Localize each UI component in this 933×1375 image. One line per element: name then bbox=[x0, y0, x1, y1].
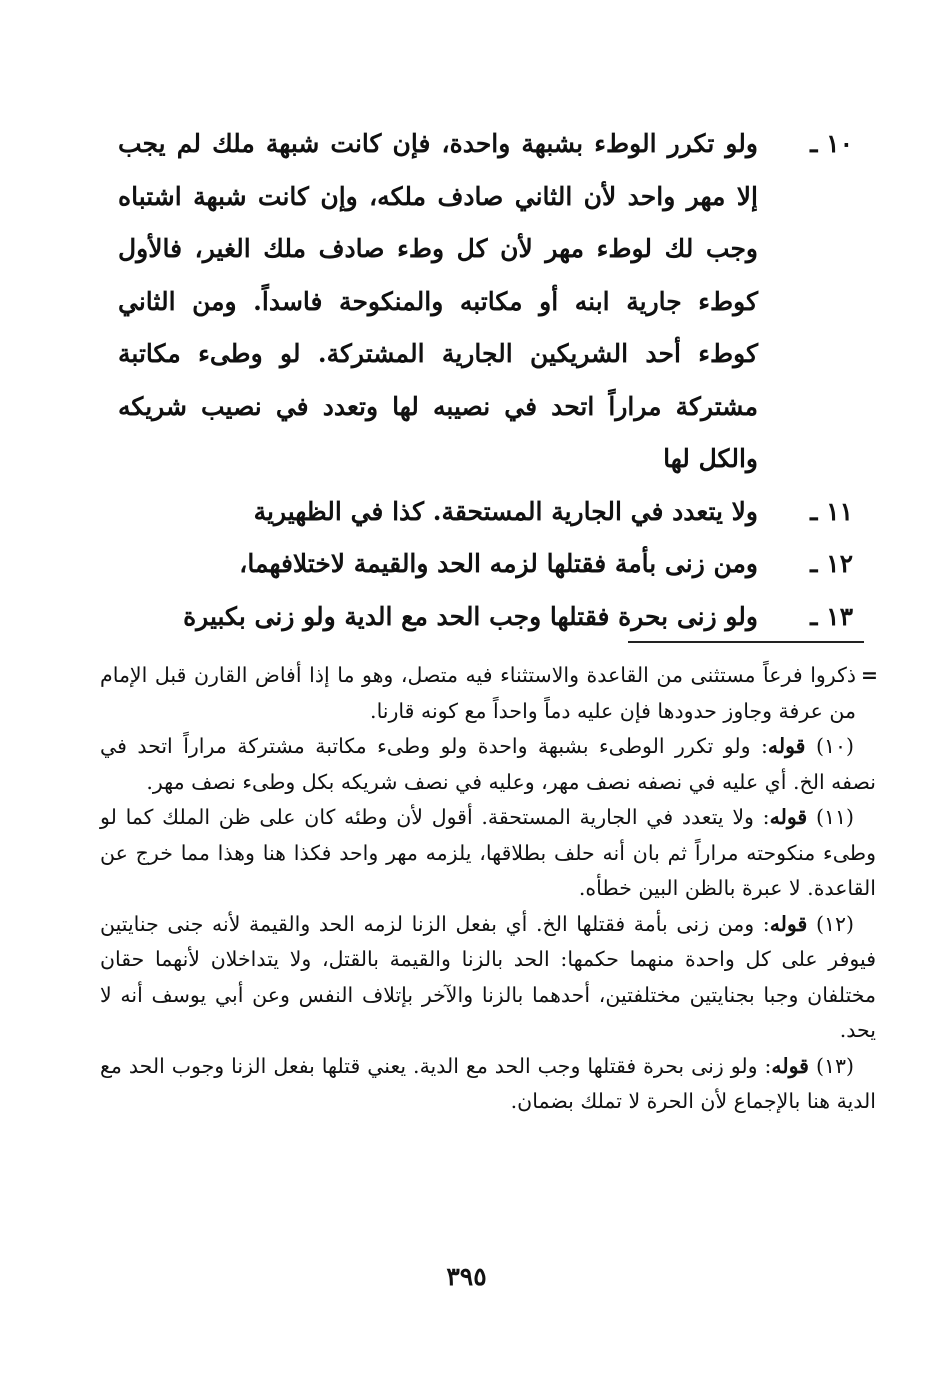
entry-number: ١٠ ـ bbox=[810, 129, 853, 158]
entry-text: ولو زنى بحرة فقتلها وجب الحد مع الدية ولو زنى بكبيرة bbox=[183, 601, 758, 631]
entry-11 bbox=[118, 486, 853, 539]
entry-number: ١٣ ـ bbox=[810, 601, 853, 631]
footnote-label: قوله bbox=[767, 734, 806, 758]
footnote-13 bbox=[100, 1049, 876, 1120]
entry-10 bbox=[118, 118, 853, 486]
footnote-12 bbox=[100, 907, 876, 1049]
entry-text: ولا يتعدد في الجارية المستحقة. كذا في الظهيرية bbox=[253, 496, 758, 526]
footnote-text: : ومن زنى بأمة فقتلها الخ. أي بفعل الزنا لزمه الحد والقيمة لأنه جنى جنايتين فيوفر على كل واحدة منهما حكمها: الحد بالزنا والقيمة بالقتل، ولا يتداخلان لأنهما حقان مختلفان وجبا بجنايتين مختلفتين، أحدهما بالزنا والآخر بإتلاف النفس وعن أبي يوسف أنه لا يحد. bbox=[100, 911, 876, 1042]
footnote-number: (١٢) bbox=[815, 911, 854, 936]
footnote-11 bbox=[100, 800, 876, 907]
entry-12 bbox=[118, 538, 853, 591]
main-text bbox=[118, 118, 853, 643]
continuation-mark: = bbox=[860, 663, 878, 687]
footnote-label: قوله bbox=[769, 911, 808, 936]
footnotes bbox=[100, 658, 876, 1120]
entry-text: ومن زنى بأمة فقتلها لزمه الحد والقيمة لاختلافهما، bbox=[239, 549, 758, 578]
footnote-label: قوله bbox=[771, 1053, 809, 1078]
footnote-number: (١٣) bbox=[815, 1053, 854, 1078]
entry-number: ١١ ـ bbox=[810, 496, 853, 526]
footnote-text: : ولا يتعدد في الجارية المستحقة. أقول لأن وطئه كان على ظن الملك كما لو وطىء منكوحته مراراً ثم بان أنه حلف بطلاقها، يلزمه مهر واحد فكذا هنا وهذا مما خرج عن القاعدة. لا عبرة بالظن البين خطأه. bbox=[100, 805, 876, 900]
footnote-number: (١١) bbox=[815, 805, 854, 829]
footnote-10 bbox=[100, 729, 876, 800]
footnote-text: : ولو تكرر الوطىء بشبهة واحدة ولو وطىء مكاتبة مشتركة مراراً اتحد في نصفه الخ. أي عليه في نصفه نصف مهر، وعليه في نصف شريكه بكل وطىء نصف مهر. bbox=[100, 734, 876, 794]
footnote-text: ذكروا فرعاً مستثنى من القاعدة والاستثناء فيه متصل، وهو ما إذا أفاض القارن قبل الإمام من عرفة وجاوز حدودها فإن عليه دماً واحداً مع كونه قارنا. bbox=[100, 663, 856, 723]
entry-number: ١٢ ـ bbox=[810, 549, 853, 578]
entry-13 bbox=[118, 591, 853, 644]
footnote-text: : ولو زنى بحرة فقتلها وجب الحد مع الدية. يعني قتلها بفعل الزنا وجوب الحد مع الدية هنا بالإجماع لأن الحرة لا تملك بضمان. bbox=[100, 1053, 876, 1113]
entry-text: ولو تكرر الوطء بشبهة واحدة، فإن كانت شبهة ملك لم يجب إلا مهر واحد لأن الثاني صادف ملكه، وإن كانت شبهة اشتباه وجب لك لوطء مهر لأن كل وطء صادف ملك الغير، فالأول كوطء جارية ابنه أو مكاتبه والمنكوحة فاسداً. ومن الثاني كوطء أحد الشريكين الجارية المشتركة. لو وطىء مكاتبة مشتركة مراراً اتحد في نصيبه لها وتعدد في نصيب شريكه والكل لها bbox=[118, 129, 758, 473]
footnote-number: (١٠) bbox=[815, 734, 854, 758]
footnote-continuation bbox=[100, 658, 876, 729]
footnote-label: قوله bbox=[769, 805, 808, 829]
page-number: ٣٩٥ bbox=[446, 1262, 487, 1291]
footnote-separator bbox=[628, 641, 864, 643]
